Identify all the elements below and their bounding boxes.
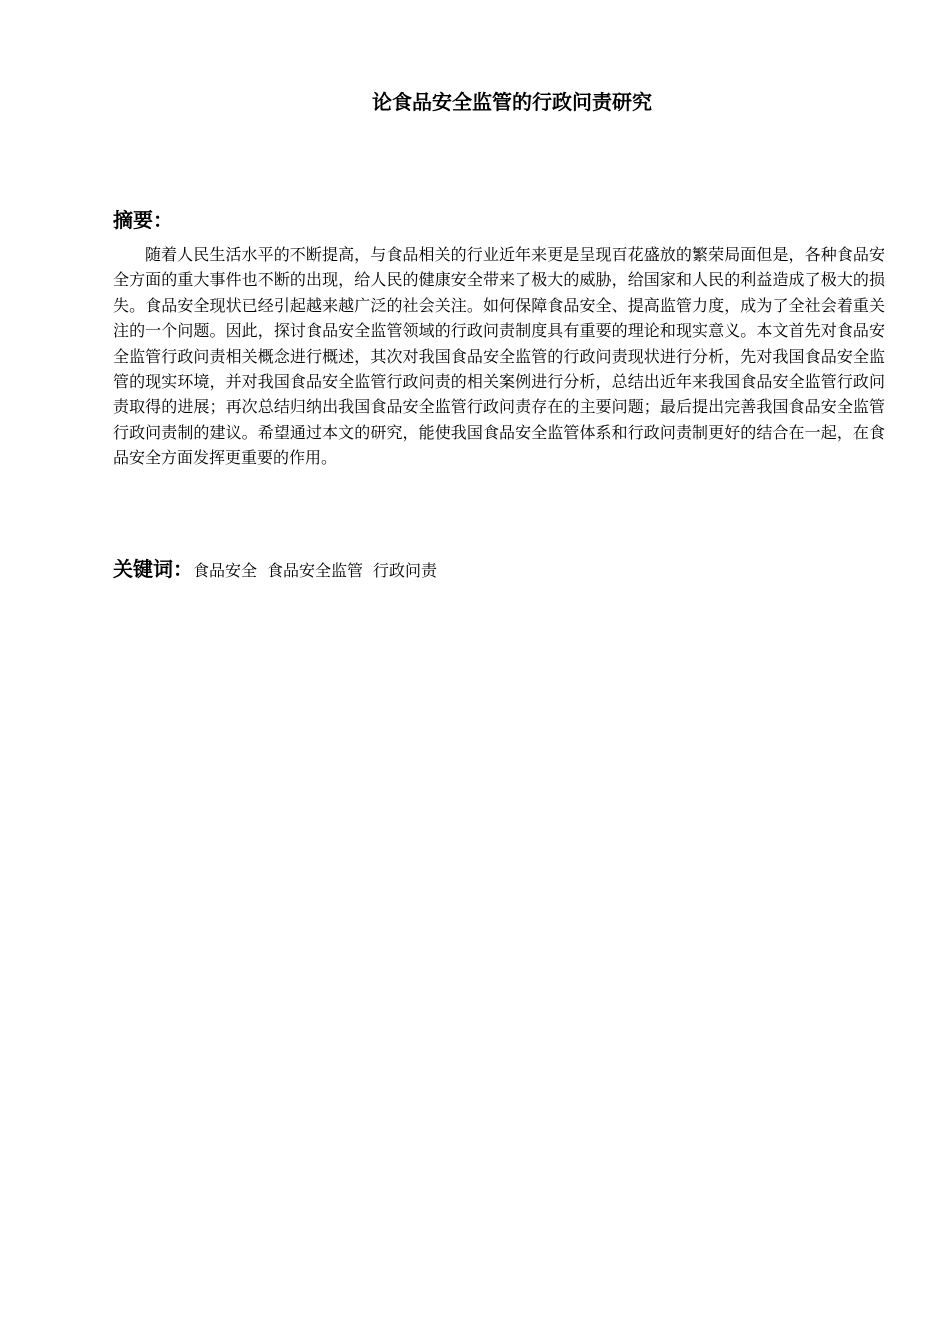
keywords-line [113,555,447,585]
keyword-item: 食品安全 [193,561,258,580]
keywords-label: 关键词： [113,557,193,581]
abstract-heading: 摘要： [113,208,173,232]
keyword-item: 食品安全监管 [267,561,364,580]
document-title: 论食品安全监管的行政问责研究 [372,90,652,114]
keyword-item: 行政问责 [373,561,438,580]
abstract-body: 随着人民生活水平的不断提高，与食品相关的行业近年来更是呈现百花盛放的繁荣局面但是，各种食品安全方面的重大事件也不断的出现，给人民的健康安全带来了极大的威胁，给国家和人民的利益造成了极大的损失。食品安全现状已经引起越来越广泛的社会关注。如何保障食品安全、提高监管力度，成为了全社会着重关注的一个问题。因此，探讨食品安全监管领域的行政问责制度具有重要的理论和现实意义。本文首先对食品安全监管行政问责相关概念进行概述，其次对我国食品安全监管的行政问责现状进行分析，先对我国食品安全监管的现实环境，并对我国食品安全监管行政问责的相关案例进行分析，总结出近年来我国食品安全监管行政问责取得的进展；再次总结归纳出我国食品安全监管行政问责存在的主要问题；最后提出完善我国食品安全监管行政问责制的建议。希望通过本文的研究，能使我国食品安全监管体系和行政问责制更好的结合在一起，在食品安全方面发挥更重要的作用。 [113,245,885,468]
